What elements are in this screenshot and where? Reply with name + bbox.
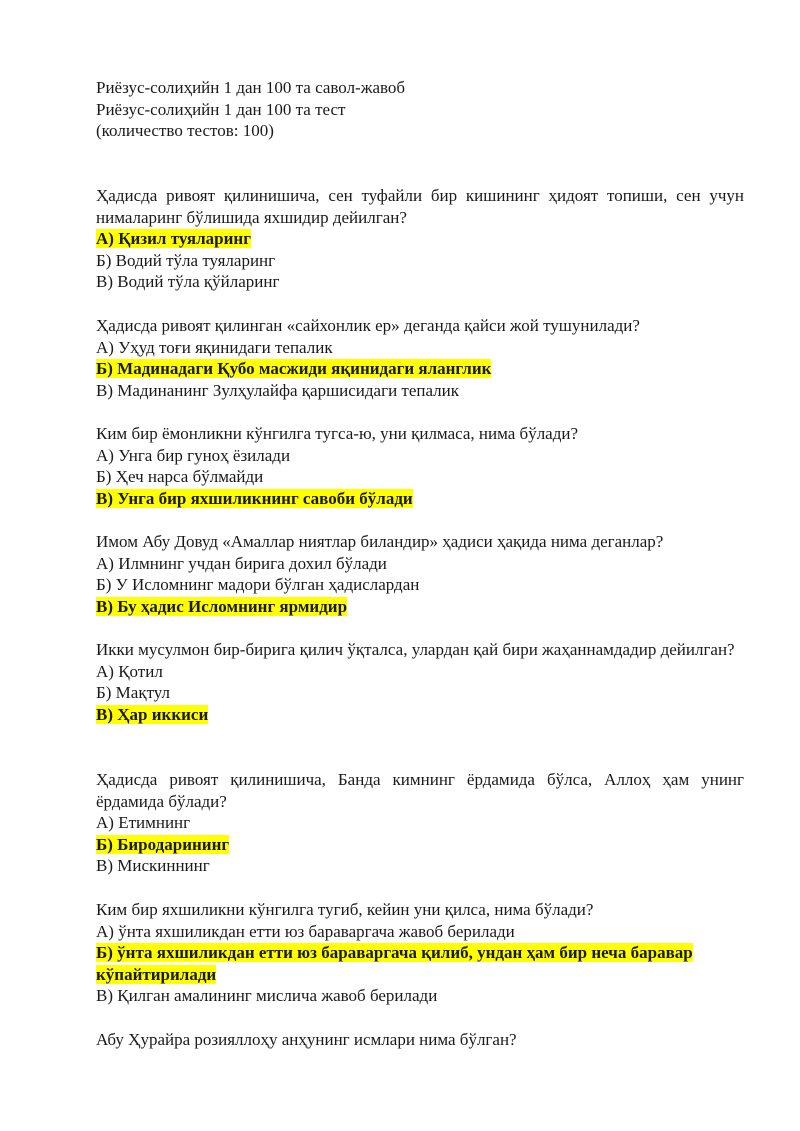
answer-option: А) Илмнинг учдан бирига дохил бўлади — [96, 553, 387, 573]
header-subtitle: Риёзус-солиҳийн 1 дан 100 та тест — [96, 99, 346, 119]
answer-option: А) Уҳуд тоғи яқинидаги тепалик — [96, 337, 333, 357]
question-text: Ҳадисда ривоят қилинишича, Банда кимнинг ёрдамида бўлса, Аллоҳ ҳам унинг ёрдамида бўлади? — [96, 770, 744, 811]
answer-option: Б) Мақтул — [96, 683, 171, 702]
question-block — [96, 423, 744, 509]
question-text: Ким бир яхшиликни кўнгилга тугиб, кейин уни қилса, нима бўлади? — [96, 900, 594, 919]
answer-option: В) Мадинанинг Зулҳулайфа қаршисидаги тепалик — [96, 380, 460, 400]
answer-option: А) ўнта яхшиликдан етти юз бараваргача жавоб берилади — [96, 921, 515, 941]
document-header — [96, 77, 746, 142]
test-count: (количество тестов: 100) — [96, 121, 274, 140]
answer-option: В) Мискиннинг — [96, 856, 210, 875]
highlighted-answer: В) Унга бир яхшиликнинг савоби бўлади — [96, 488, 413, 508]
highlighted-answer: В) Ҳар иккиси — [96, 704, 209, 724]
highlighted-answer: Б) ўнта яхшиликдан етти юз бараваргача қилиб, ундан ҳам бир неча баравар кўпайтирилади — [96, 943, 693, 984]
answer-option-correct — [96, 596, 744, 618]
answer-option: Б) Ҳеч нарса бўлмайди — [96, 467, 264, 486]
answer-option-correct — [96, 834, 744, 856]
question-text: Имом Абу Довуд «Амаллар ниятлар биландир» ҳадиси ҳақида нима деганлар? — [96, 532, 664, 551]
question-block — [96, 531, 744, 617]
highlighted-answer: Б) Мадинадаги Қубо масжиди яқинидаги яланглик — [96, 359, 492, 378]
answer-option: А) Етимнинг — [96, 813, 191, 832]
highlighted-answer: В) Бу ҳадис Исломнинг ярмидир — [96, 596, 348, 616]
answer-option-correct — [96, 488, 744, 510]
question-block — [96, 639, 744, 725]
answer-option: А) Қотил — [96, 661, 163, 681]
highlighted-answer: А) Қизил туяларинг — [96, 229, 251, 248]
answer-option-correct — [96, 704, 744, 726]
answer-option: Б) У Исломнинг мадори бўлган ҳадислардан — [96, 575, 420, 594]
answer-option-correct — [96, 228, 744, 250]
question-text: Ҳадисда ривоят қилинишича, сен туфайли бир кишининг ҳидоят топиши, сен учун нималаринг бўлишида яхшидир дейилган? — [96, 186, 744, 227]
answer-option: Б) Водий тўла туяларинг — [96, 250, 276, 270]
question-text: Ким бир ёмонликни кўнгилга тугса-ю, уни қилмаса, нима бўлади? — [96, 424, 579, 443]
answer-option-correct — [96, 358, 744, 380]
answer-option-correct — [96, 942, 744, 985]
answer-option: А) Унга бир гуноҳ ёзилади — [96, 445, 291, 465]
question-block — [96, 1029, 744, 1051]
answer-option: В) Қилган амалининг мислича жавоб берилади — [96, 986, 438, 1005]
header-title: Риёзус-солиҳийн 1 дан 100 та савол-жавоб — [96, 78, 406, 97]
question-block — [96, 769, 744, 877]
question-block — [96, 315, 744, 401]
question-block — [96, 899, 744, 1007]
answer-option: В) Водий тўла қўйларинг — [96, 272, 280, 291]
highlighted-answer: Б) Биродарининг — [96, 834, 230, 854]
question-text: Абу Ҳурайра розияллоҳу анҳунинг исмлари нима бўлган? — [96, 1030, 517, 1049]
question-block — [96, 185, 744, 293]
question-text: Икки мусулмон бир-бирига қилич ўқталса, улардан қай бири жаҳаннамдадир дейилган? — [96, 640, 735, 659]
question-text: Ҳадисда ривоят қилинган «сайхонлик ер» деганда қайси жой тушунилади? — [96, 316, 640, 335]
